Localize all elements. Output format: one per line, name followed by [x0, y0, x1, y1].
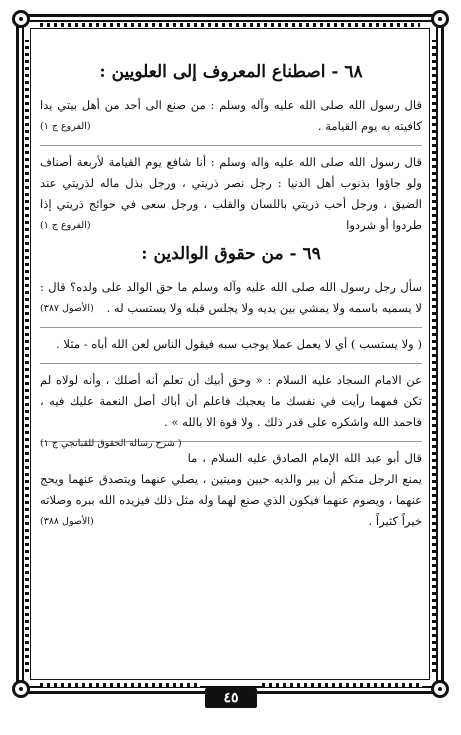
corner-ornament-top-left: [12, 10, 30, 28]
source-citation: (الأصول ٣٨٧): [40, 303, 94, 314]
border-braid-right: [432, 40, 436, 672]
paragraph-text: قال أبو عبد الله الإمام الصادق عليه السلام ، ما يمنع الرجل منكم أن يبر والديه حيين وميتين ، يصلي عنهما ويتصدق عنهما ويحج عنهما ، ويصوم عنهما فيكون الذي صنع لهما وله مثل ذلك فيزيده الله ببره وصلاته خيراً كثيراً .: [40, 451, 422, 528]
border-braid-bottom-right: [262, 683, 422, 687]
section-69-paragraph-1: [40, 277, 422, 319]
divider: [40, 363, 422, 364]
section-68-paragraph-2: [40, 152, 422, 236]
divider: [40, 327, 422, 328]
source-citation: (الفروع ج ١): [40, 220, 91, 231]
section-68-paragraph-1: [40, 95, 422, 137]
corner-ornament-bottom-right: [431, 680, 449, 698]
section-68-heading: ٦٨ - اصطناع المعروف إلى العلويين :: [99, 62, 363, 82]
paragraph-text: عن الامام السجاد عليه السلام : « وحق أبيك أن تعلم أنه أصلك ، وأنه لولاه لم تكن فمهما رأيت في نفسك ما يعجبك فاعلم أن أباك أصل النعمة عليك فيه ، فاحمد الله واشكره على قدر ذلك . ولا قوة الا بالله » .: [40, 373, 422, 429]
corner-ornament-bottom-left: [12, 680, 30, 698]
paragraph-text: ( ولا يستسب ) أي لا يعمل عملا يوجب سبه فيقول الناس لعن الله أباه - مثلا .: [56, 337, 422, 351]
section-69-paragraph-4: [40, 448, 422, 532]
section-69-paragraph-2: [40, 334, 422, 355]
page-number: ٤٥: [205, 688, 257, 708]
section-69-paragraph-3: [40, 370, 422, 449]
paragraph-text: قال رسول الله صلى الله عليه وآله وسلم : من صنع الى أحد من أهل بيتي يدا كافيته به يوم القيامة .: [40, 98, 422, 133]
source-citation: (الفروع ج ١): [40, 121, 91, 132]
source-citation: (الأصول ٣٨٨): [40, 516, 94, 527]
page-content: [40, 56, 422, 656]
paragraph-text: سأل رجل رسول الله صلى الله عليه وآله وسلم ما حق الوالد على ولده؟ قال : لا يسميه باسمه ولا يمشي بين يديه ولا يجلس قبله ولا يستسب له .: [40, 280, 422, 315]
divider: [40, 145, 422, 146]
source-citation: ( شرح رسالة الحقوق للقبانجي ج ١): [40, 438, 182, 449]
section-69-heading: ٦٩ - من حقوق الوالدين :: [141, 244, 321, 264]
border-braid-top: [40, 23, 420, 27]
border-braid-bottom-left: [40, 683, 200, 687]
paragraph-text: قال رسول الله صلى الله عليه واله وسلم : أنا شافع يوم القيامة لأربعة أصناف ولو جاؤوا بذنوب أهل الدنيا : رجل نصر ذريتي ، ورجل بذل ماله لذريتي عند الضيق ، ورجل أحب ذريتي باللسان والقلب ، ورجل سعى في حوائج ذريتي إذا طردوا أو شردوا: [40, 155, 422, 232]
corner-ornament-top-right: [431, 10, 449, 28]
border-braid-left: [25, 40, 29, 672]
